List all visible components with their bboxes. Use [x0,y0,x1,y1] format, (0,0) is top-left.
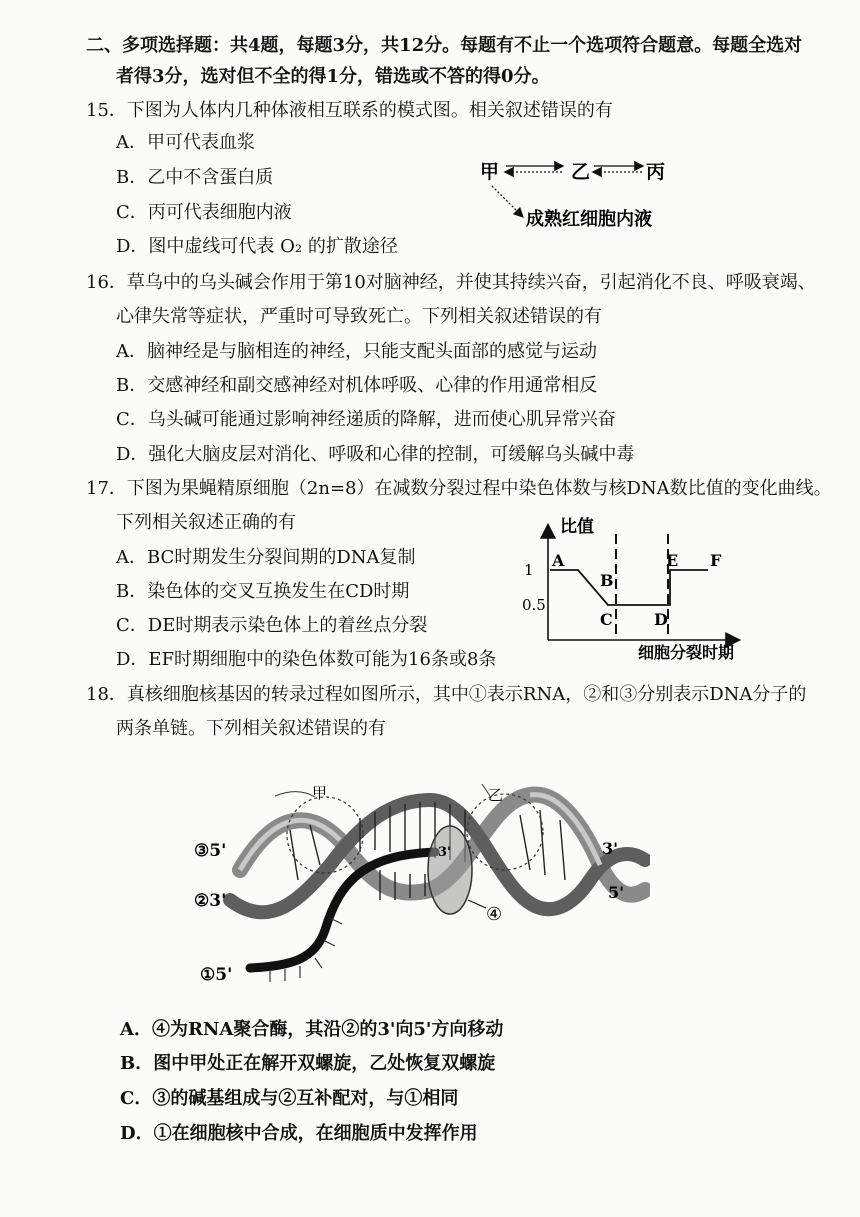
q17-option-d[interactable]: D．EF时期细胞中的染色体数可能为16条或8条 [116,649,497,670]
q18-option-d[interactable]: D．①在细胞核中合成，在细胞质中发挥作用 [120,1123,478,1144]
q17-option-b[interactable]: B．染色体的交叉互换发生在CD时期 [116,581,410,602]
q18-label-strand1-5: ①5' [200,965,233,985]
q18-label-enzyme: ④ [486,904,503,925]
q17-curve [550,570,708,605]
q15-node-yi: 乙 [571,161,591,183]
q18-label-jia: 甲 [312,784,328,802]
q17-chart [510,512,770,672]
q18-stem-line1: 18．真核细胞核基因的转录过程如图所示，其中①表示RNA，②和③分别表示DNA分子的 [86,684,807,705]
q18-stem-line2: 两条单链。下列相关叙述错误的有 [116,718,386,739]
q15-option-c[interactable]: C．丙可代表细胞内液 [116,202,292,223]
q17-point-label-c: C [600,610,613,629]
q15-node-bing: 丙 [646,161,666,183]
q18-label-right-3: 3' [602,839,619,858]
q15-stem: 15．下图为人体内几种体液相互联系的模式图。相关叙述错误的有 [86,100,613,121]
q16-option-a[interactable]: A．脑神经是与脑相连的神经，只能支配头面部的感觉与运动 [116,341,597,362]
q15-option-a[interactable]: A．甲可代表血浆 [116,132,255,153]
q17-point-label-a: A [552,551,565,570]
q17-ylabel: 比值 [560,517,594,537]
q18-label-rna-3: 3' [438,845,452,860]
q18-option-a[interactable]: A．④为RNA聚合酶，其沿②的3'向5'方向移动 [120,1019,504,1040]
q15-arrow-jia-rbc [492,186,522,216]
q18-label-strand3-5: ③5' [194,841,227,861]
q18-label-yi: 乙 [488,786,504,804]
q16-option-d[interactable]: D．强化大脑皮层对消化、呼吸和心律的控制，可缓解乌头碱中毒 [116,444,635,465]
q15-node-jia: 甲 [480,161,500,183]
q17-point-label-e: E [666,551,679,570]
q17-xlabel: 细胞分裂时期 [638,643,735,662]
q15-diagram [470,150,700,235]
q17-option-a[interactable]: A．BC时期发生分裂间期的DNA复制 [116,547,416,568]
q17-point-label-d: D [654,610,668,629]
q18-label-right-5: 5' [608,883,625,902]
q17-ytick-05: 0.5 [522,596,546,614]
rna-polymerase [428,826,472,914]
q17-point-label-f: F [710,551,722,570]
q18-transcription-diagram [190,770,650,1000]
q16-option-c[interactable]: C．乌头碱可能通过影响神经递质的降解，进而使心肌异常兴奋 [116,409,616,430]
q15-option-b[interactable]: B．乙中不含蛋白质 [116,167,274,188]
q18-option-c[interactable]: C．③的碱基组成与②互补配对，与①相同 [120,1088,459,1109]
q17-point-label-b: B [600,571,614,590]
q17-stem-line2: 下列相关叙述正确的有 [116,512,296,533]
q17-ytick-1: 1 [524,561,534,579]
q15-node-rbc: 成熟红细胞内液 [526,209,652,230]
q17-stem-line1: 17．下图为果蝇精原细胞（2n=8）在减数分裂过程中染色体数与核DNA数比值的变化曲线。 [86,478,832,499]
q15-option-d[interactable]: D．图中虚线可代表 O₂ 的扩散途径 [116,236,398,257]
q16-stem-line1: 16．草乌中的乌头碱会作用于第10对脑神经，并使其持续兴奋，引起消化不良、呼吸衰竭、 [86,272,816,293]
q17-option-c[interactable]: C．DE时期表示染色体上的着丝点分裂 [116,615,428,636]
section-scoring: 者得3分，选对但不全的得1分，错选或不答的得0分。 [116,66,550,87]
q16-stem-line2: 心律失常等症状，严重时可导致死亡。下列相关叙述错误的有 [116,306,602,327]
q18-option-b[interactable]: B．图中甲处正在解开双螺旋，乙处恢复双螺旋 [120,1053,496,1074]
q18-label-strand2-3: ②3' [194,891,227,911]
q16-option-b[interactable]: B．交感神经和副交感神经对机体呼吸、心律的作用通常相反 [116,375,598,396]
section-title: 二、多项选择题：共4题，每题3分，共12分。每题有不止一个选项符合题意。每题全选对 [86,35,803,56]
